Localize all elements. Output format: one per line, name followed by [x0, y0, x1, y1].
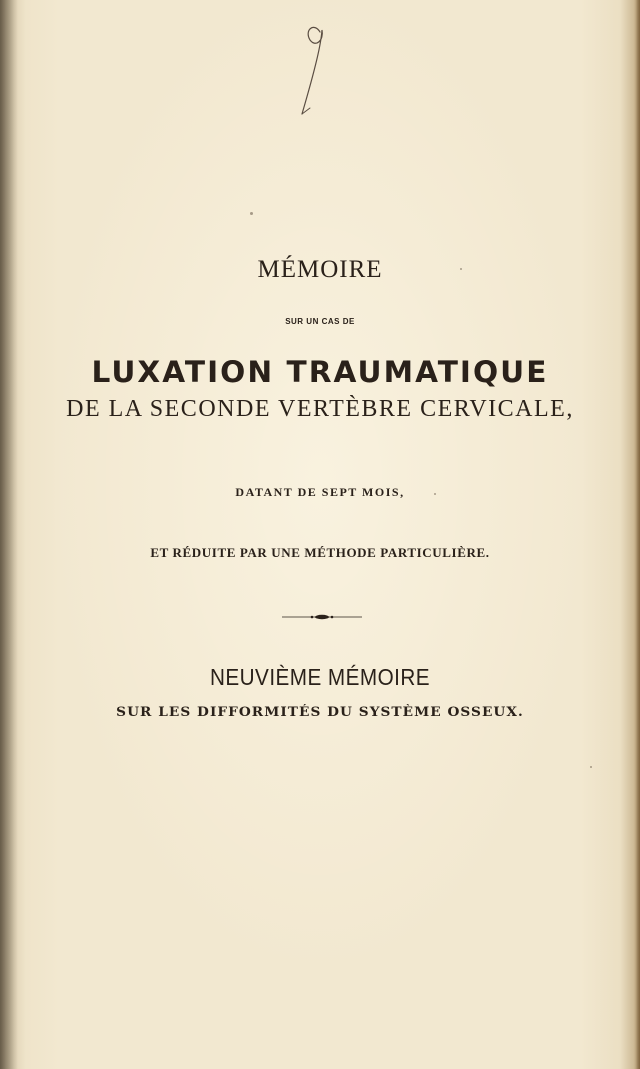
paper-speck	[590, 766, 592, 768]
difformites-subtitle: SUR LES DIFFORMITÉS DU SYSTÈME OSSEUX.	[116, 705, 524, 720]
memoire-heading: MÉMOIRE	[257, 256, 383, 283]
page-edge	[634, 0, 640, 1069]
handwritten-mark	[290, 18, 340, 128]
reduite-line: ET RÉDUITE PAR UNE MÉTHODE PARTICULIÈRE.	[150, 545, 490, 560]
ornament-rule	[280, 610, 364, 624]
datant-line: DATANT DE SEPT MOIS,	[235, 485, 405, 499]
sur-un-cas-de: SUR UN CAS DE	[285, 317, 355, 326]
seconde-vertebre-line: DE LA SECONDE VERTÈBRE CERVICALE,	[66, 396, 574, 422]
luxation-title: LUXATION TRAUMATIQUE	[91, 355, 549, 389]
paper-speck	[460, 268, 462, 270]
paper-speck	[434, 493, 436, 495]
neuvieme-memoire-heading: NEUVIÈME MÉMOIRE	[210, 664, 430, 690]
spine-shadow	[0, 0, 18, 1069]
paper-speck	[250, 212, 253, 215]
